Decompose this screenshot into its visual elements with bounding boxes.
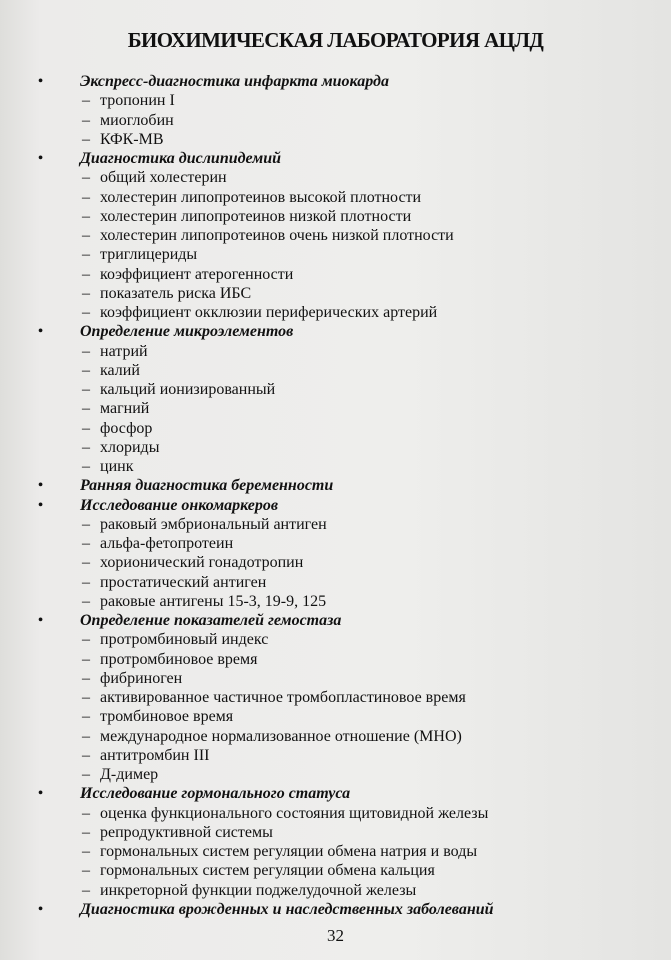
dash-icon: – xyxy=(82,592,90,610)
section-heading-text: Исследование онкомаркеров xyxy=(80,496,279,514)
list-item xyxy=(38,342,658,361)
dash-icon: – xyxy=(82,650,90,668)
list-item xyxy=(38,380,658,399)
list-item xyxy=(38,630,658,649)
list-item-text: коэффициент окклюзии периферических артерий xyxy=(100,304,438,321)
list-item-text: международное нормализованное отношение (МНО) xyxy=(100,727,462,745)
dash-icon: – xyxy=(82,535,90,552)
bullet-icon: • xyxy=(38,151,43,166)
dash-icon: – xyxy=(82,689,90,706)
dash-icon: – xyxy=(82,727,90,745)
list-item xyxy=(38,245,658,264)
list-item xyxy=(38,534,658,553)
list-item-text: гормональных систем регуляции обмена натрия и воды xyxy=(100,843,478,860)
bullet-icon: • xyxy=(38,324,43,340)
list-item-text: хлориды xyxy=(100,438,160,456)
section-heading xyxy=(38,149,658,168)
list-item xyxy=(38,265,658,284)
dash-icon: – xyxy=(82,438,90,456)
list-item-text: тропонин I xyxy=(100,92,175,110)
list-item-text: магний xyxy=(100,400,150,418)
dash-icon: – xyxy=(82,419,90,437)
list-item xyxy=(38,188,658,207)
list-item xyxy=(38,688,658,707)
list-item-text: общий холестерин xyxy=(100,169,227,187)
dash-icon: – xyxy=(82,458,90,475)
bullet-icon: • xyxy=(38,901,43,917)
dash-icon: – xyxy=(82,284,90,302)
dash-icon: – xyxy=(82,631,90,649)
dash-icon: – xyxy=(82,246,90,264)
list-item-text: натрий xyxy=(100,342,148,360)
section-heading-text: Диагностика врожденных и наследственных заболеваний xyxy=(80,900,494,918)
list-item-text: репродуктивной системы xyxy=(100,823,273,841)
list-item xyxy=(38,438,658,457)
list-item-text: альфа-фетопротеин xyxy=(100,535,234,552)
list-item-text: триглицериды xyxy=(100,246,198,264)
dash-icon: – xyxy=(82,515,90,533)
list-item-text: простатический антиген xyxy=(100,573,267,591)
list-item xyxy=(38,553,658,572)
list-item xyxy=(38,457,658,476)
section-heading xyxy=(38,496,658,515)
dash-icon: – xyxy=(82,708,90,726)
section-heading-text: Ранняя диагностика беременности xyxy=(80,477,334,495)
list-item xyxy=(38,765,658,784)
dash-icon: – xyxy=(82,804,90,822)
section-heading-text: Исследование гормонального статуса xyxy=(80,785,351,803)
dash-icon: – xyxy=(82,862,90,880)
list-item-text: холестерин липопротеинов очень низкой плотности xyxy=(100,227,454,244)
bullet-icon: • xyxy=(38,613,43,628)
list-item xyxy=(38,111,658,130)
list-item xyxy=(38,727,658,746)
dash-icon: – xyxy=(82,92,90,110)
dash-icon: – xyxy=(82,400,90,418)
dash-icon: – xyxy=(82,881,90,899)
dash-icon: – xyxy=(82,265,90,283)
list-item-text: фибриноген xyxy=(100,669,183,687)
dash-icon: – xyxy=(82,169,90,187)
list-item xyxy=(38,650,658,669)
section-heading xyxy=(38,476,658,495)
section-heading xyxy=(38,611,658,630)
list-item xyxy=(38,303,658,322)
section-heading xyxy=(38,72,658,91)
list-item-text: гормональных систем регуляции обмена кальция xyxy=(100,862,435,880)
dash-icon: – xyxy=(82,342,90,360)
section-heading xyxy=(38,900,658,919)
dash-icon: – xyxy=(82,361,90,379)
list-item-text: кальций ионизированный xyxy=(100,381,276,398)
list-item xyxy=(38,707,658,726)
list-item xyxy=(38,823,658,842)
dash-icon: – xyxy=(82,227,90,244)
dash-icon: – xyxy=(82,766,90,783)
section-heading xyxy=(38,784,658,803)
list-item-text: холестерин липопротеинов низкой плотности xyxy=(100,207,412,225)
list-item-text: Д-димер xyxy=(100,766,159,783)
list-item-text: хорионический гонадотропин xyxy=(100,554,304,572)
page-number: 32 xyxy=(327,926,344,945)
list-item-text: коэффициент атерогенности xyxy=(100,265,294,283)
list-item xyxy=(38,130,658,149)
list-item xyxy=(38,804,658,823)
service-list xyxy=(38,72,658,919)
list-item-text: фосфор xyxy=(100,419,153,437)
list-item xyxy=(38,284,658,303)
list-item-text: КФК-МВ xyxy=(100,130,164,148)
section-heading xyxy=(38,322,658,341)
dash-icon: – xyxy=(82,554,90,572)
list-item-text: цинк xyxy=(100,458,134,475)
bullet-icon: • xyxy=(38,497,43,513)
list-item xyxy=(38,842,658,861)
dash-icon: – xyxy=(82,111,90,129)
list-item xyxy=(38,226,658,245)
dash-icon: – xyxy=(82,304,90,321)
list-item-text: протромбиновый индекс xyxy=(100,631,269,649)
list-item xyxy=(38,746,658,765)
dash-icon: – xyxy=(82,130,90,148)
list-item xyxy=(38,515,658,534)
list-item xyxy=(38,91,658,110)
list-item-text: инкреторной функции поджелудочной железы xyxy=(100,881,417,899)
list-item-text: антитромбин III xyxy=(100,746,210,764)
list-item xyxy=(38,361,658,380)
list-item xyxy=(38,592,658,611)
list-item xyxy=(38,419,658,438)
list-item-text: показатель риска ИБС xyxy=(100,284,252,302)
dash-icon: – xyxy=(82,823,90,841)
list-item xyxy=(38,168,658,187)
dash-icon: – xyxy=(82,381,90,398)
list-item xyxy=(38,881,658,900)
list-item-text: протромбиновое время xyxy=(100,650,258,668)
dash-icon: – xyxy=(82,843,90,860)
section-heading-text: Определение показателей гемостаза xyxy=(80,612,342,629)
list-item xyxy=(38,399,658,418)
list-item xyxy=(38,669,658,688)
section-heading-text: Экспресс-диагностика инфаркта миокарда xyxy=(80,73,389,90)
list-item-text: активированное частичное тромбопластиновое время xyxy=(100,689,466,706)
list-item-text: тромбиновое время xyxy=(100,708,234,726)
bullet-icon: • xyxy=(38,478,43,494)
bullet-icon: • xyxy=(38,74,43,89)
bullet-icon: • xyxy=(38,786,43,802)
list-item xyxy=(38,573,658,592)
dash-icon: – xyxy=(82,669,90,687)
list-item xyxy=(38,861,658,880)
section-heading-text: Определение микроэлементов xyxy=(80,323,294,341)
dash-icon: – xyxy=(82,746,90,764)
list-item-text: оценка функционального состояния щитовидной железы xyxy=(100,804,489,822)
list-item-text: раковый эмбриональный антиген xyxy=(100,515,327,533)
list-item-text: миоглобин xyxy=(100,111,174,129)
dash-icon: – xyxy=(82,207,90,225)
list-item-text: раковые антигены 15-3, 19-9, 125 xyxy=(100,592,327,610)
list-item-text: холестерин липопротеинов высокой плотности xyxy=(100,188,422,206)
list-item-text: калий xyxy=(100,361,140,379)
list-item xyxy=(38,207,658,226)
dash-icon: – xyxy=(82,188,90,206)
section-heading-text: Диагностика дислипидемий xyxy=(80,150,282,167)
page-title: БИОХИМИЧЕСКАЯ ЛАБОРАТОРИЯ АЦЛД xyxy=(127,28,544,52)
dash-icon: – xyxy=(82,573,90,591)
